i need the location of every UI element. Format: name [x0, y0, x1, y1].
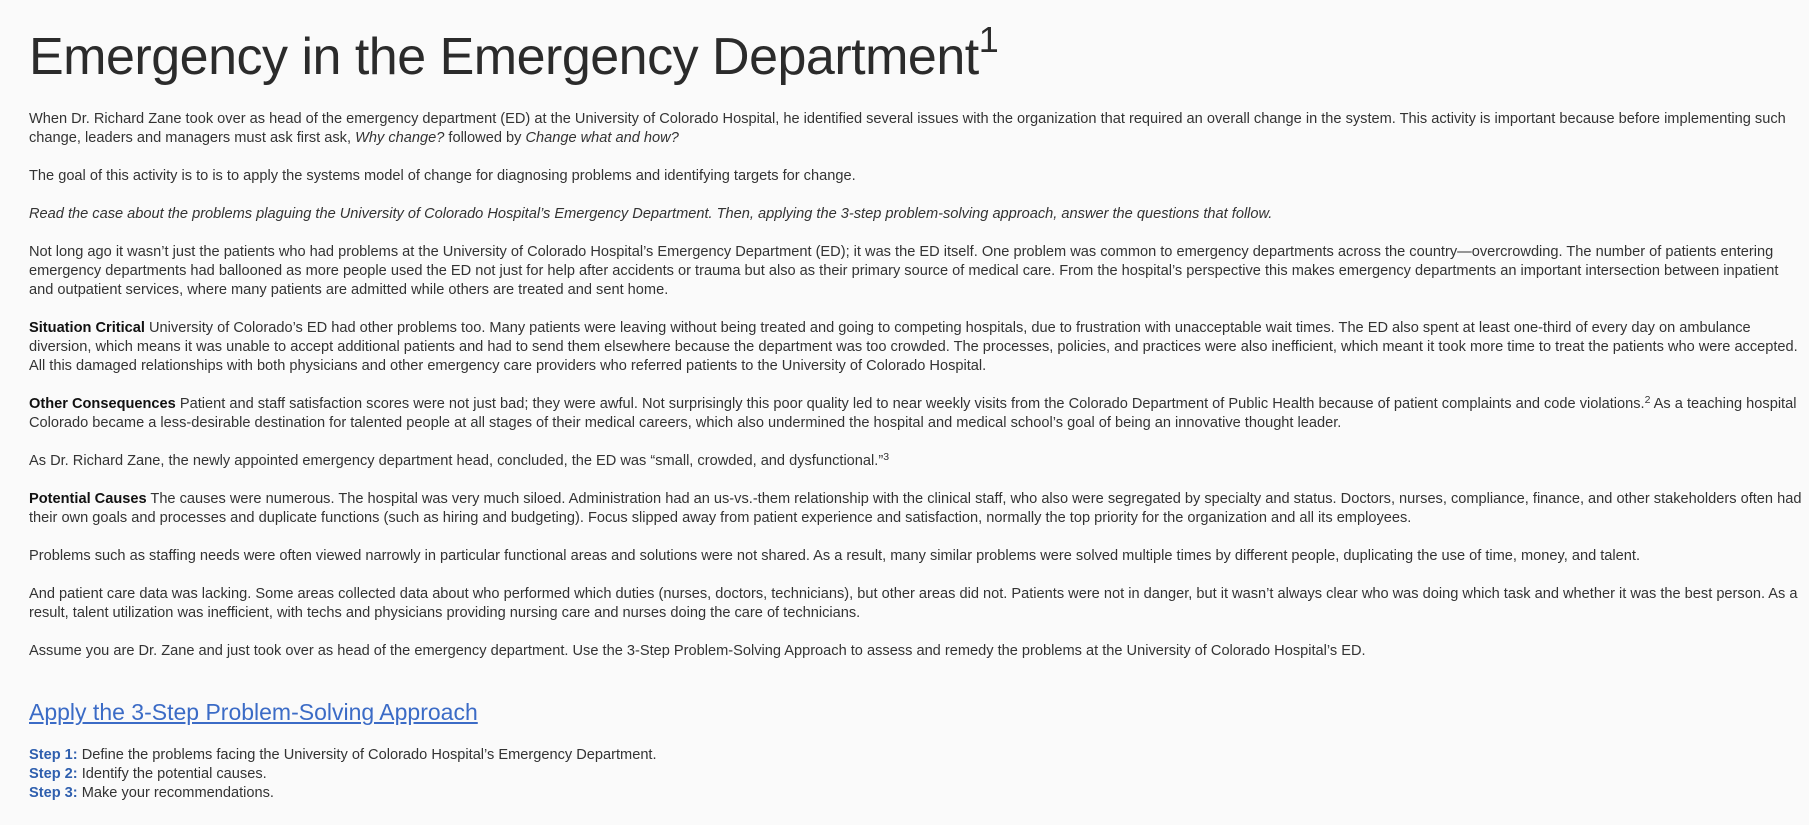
step-item: [29, 784, 1803, 803]
intro-italic-what: Change what and how?: [525, 130, 679, 147]
section-heading: [29, 699, 1803, 726]
causes-paragraph: [29, 490, 1803, 528]
assume-paragraph: Assume you are Dr. Zane and just took over as head of the emergency department. Use the 3-Step Problem-Solving Approach to assess and remedy the problems at the University of Colorado Hospital’s ED.: [29, 643, 1366, 660]
apply-approach-link[interactable]: Apply the 3-Step Problem-Solving Approach: [29, 699, 478, 726]
step-item: [29, 765, 1803, 784]
step-1-text: Define the problems facing the University of Colorado Hospital’s Emergency Department.: [77, 747, 657, 764]
title-footnote[interactable]: 1: [978, 19, 999, 60]
step-2-text: Identify the potential causes.: [77, 766, 267, 783]
consequences-heading: Other Consequences: [29, 396, 176, 413]
consequences-text-before: Patient and staff satisfaction scores were not just bad; they were awful. Not surprisingly this poor quality led to near weekly visits from the Colorado Department of Public Health because of patient complaints and code violations.: [175, 396, 1645, 413]
step-2-label: Step 2:: [29, 766, 78, 783]
consequences-text-after: As a teaching hospital Colorado became a less-desirable destination for talented people at all stages of their medical careers, which also undermined the hospital and medical school’s goal of being an innovative thought leader.: [29, 396, 1797, 432]
situation-heading: Situation Critical: [29, 320, 145, 337]
intro-italic-why: Why change?: [355, 130, 445, 147]
step-item: [29, 746, 1803, 765]
intro-text: When Dr. Richard Zane took over as head of the emergency department (ED) at the University of Colorado Hospital, he identified several issues with the organization that required an overall change in the system. This activity is important because before implementing such change, leaders and managers must ask first ask,: [29, 111, 1786, 147]
intro-middle: followed by: [444, 130, 526, 147]
page-title-text: Emergency in the Emergency Department: [29, 28, 979, 86]
causes-heading: Potential Causes: [29, 491, 147, 508]
footnote-2[interactable]: 2: [1644, 394, 1651, 407]
data-paragraph: And patient care data was lacking. Some areas collected data about who performed which duties (nurses, doctors, technicians), but other areas did not. Patients were not in danger, but it wasn’t always clear who was doing which task and whether it was the best person. As a result, talent utilization was inefficient, with techs and physicians providing nursing care and nurses doing the care of technicians.: [29, 586, 1798, 622]
footnote-3[interactable]: 3: [883, 451, 890, 464]
step-3-label: Step 3:: [29, 785, 78, 802]
situation-paragraph: [29, 319, 1803, 376]
instructions-paragraph: [29, 205, 1803, 224]
problems-paragraph: Problems such as staffing needs were often viewed narrowly in particular functional areas and solutions were not shared. As a result, many similar problems were solved multiple times by different people, duplicating the use of time, money, and talent.: [29, 548, 1641, 565]
intro-paragraph: [29, 110, 1803, 148]
step-3-text: Make your recommendations.: [77, 785, 274, 802]
steps-list: [29, 746, 1803, 803]
instructions-text: Read the case about the problems plaguing the University of Colorado Hospital’s Emergency Department. Then, applying the 3-step problem-solving approach, answer the questions that follow.: [29, 206, 1273, 223]
quote-paragraph: [29, 452, 1803, 471]
case-intro-paragraph: Not long ago it wasn’t just the patients who had problems at the University of Colorado Hospital’s Emergency Department (ED); it was the ED itself. One problem was common to emergency departments across the country—overcrowding. The number of patients entering emergency departments had ballooned as more people used the ED not just for help after accidents or trauma but also as their primary source of medical care. From the hospital’s perspective this makes emergency departments an important intersection between inpatient and outpatient services, where many patients are admitted while others are treated and sent home.: [29, 244, 1779, 299]
causes-text: The causes were numerous. The hospital was very much siloed. Administration had an us-vs.-them relationship with the clinical staff, who also were segregated by specialty and status. Doctors, nurses, compliance, finance, and other stakeholders often had their own goals and processes and duplicate functions (such as hiring and budgeting). Focus slipped away from patient experience and satisfaction, normally the top priority for the organization and all its employees.: [29, 491, 1802, 527]
goal-paragraph: The goal of this activity is to is to apply the systems model of change for diagnosing problems and identifying targets for change.: [29, 168, 856, 185]
step-1-label: Step 1:: [29, 747, 78, 764]
consequences-paragraph: [29, 395, 1803, 433]
page-title: [29, 19, 1803, 88]
quote-text: As Dr. Richard Zane, the newly appointed emergency department head, concluded, the ED was “small, crowded, and dysfunctional.”: [29, 453, 884, 470]
situation-text: University of Colorado’s ED had other problems too. Many patients were leaving without being treated and going to competing hospitals, due to frustration with unacceptable wait times. The ED also spent at least one-third of every day on ambulance diversion, which means it was unable to accept additional patients and had to send them elsewhere because the department was too crowded. The processes, policies, and practices were also inefficient, which meant it took more time to treat the patients who were accepted. All this damaged relationships with both physicians and other emergency care providers who referred patients to the University of Colorado Hospital.: [29, 320, 1798, 375]
